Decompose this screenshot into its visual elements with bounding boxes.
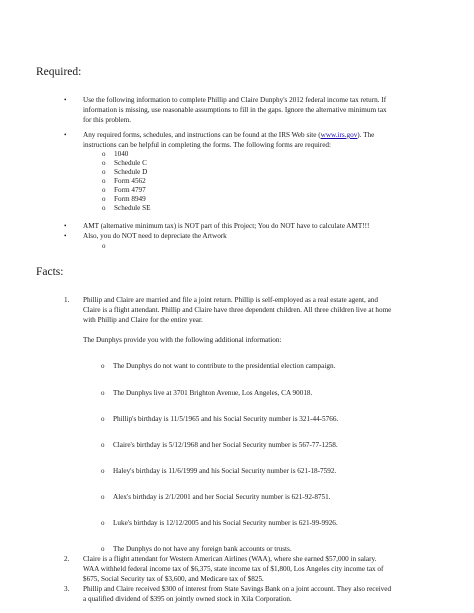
form-item: Form 8949: [114, 195, 146, 203]
fact-subitem: The Dunphys do not want to contribute to the presidential election campaign.: [113, 362, 336, 370]
irs-website-link[interactable]: www.irs.gov: [320, 131, 358, 139]
required-bullet2-line1: [83, 131, 374, 141]
form-item: 1040: [114, 150, 129, 158]
required-bullet1-line3: for this problem.: [83, 116, 132, 124]
facts-item1-line3: with Phillip and Claire for the entire year.: [83, 316, 203, 324]
fact-subitem: Alex's birthday is 2/1/2001 and her Social Security number is 621-92-8751.: [113, 493, 331, 501]
bullet-glyph: •: [64, 131, 67, 139]
form-item: Schedule D: [114, 168, 148, 176]
facts-item1-number: 1.: [64, 296, 70, 304]
required-bullet3: AMT (alternative minimum tax) is NOT part of this Project; You do NOT have to calculate AMT!!!: [83, 222, 370, 230]
facts-item2-number: 2.: [64, 555, 70, 563]
bullet-glyph: •: [64, 222, 67, 230]
sub-bullet-glyph: o: [102, 168, 106, 176]
sub-bullet-glyph: o: [102, 204, 106, 212]
bullet-glyph: •: [64, 96, 67, 104]
facts-heading: Facts:: [36, 266, 64, 278]
sub-bullet-glyph: o: [101, 389, 105, 397]
sub-bullet-glyph: o: [101, 415, 105, 423]
facts-item3-number: 3.: [64, 585, 70, 593]
form-item: Form 4797: [114, 186, 146, 194]
facts-item2-line1: Claire is a flight attendant for Western American Airlines (WAA), where she earned $57,000 in salary.: [83, 555, 377, 563]
facts-item1-line2: Claire is a flight attendant. Phillip and Claire have three dependent children. All three children live at home: [83, 306, 392, 314]
form-item: Form 4562: [114, 177, 146, 185]
required-heading: Required:: [36, 66, 82, 78]
sub-bullet-glyph: o: [102, 159, 106, 167]
sub-bullet-glyph: o: [101, 467, 105, 475]
facts-item2-line2: WAA withheld federal income tax of $6,375, state income tax of $1,800, Los Angeles city income tax of: [83, 565, 384, 573]
bullet2-text-pre: Any required forms, schedules, and instructions can be found at the IRS Web site (: [83, 131, 321, 139]
fact-subitem: Luke's birthday is 12/12/2005 and his Social Security number is 621-99-9926.: [113, 519, 338, 527]
facts-item3-line1: Phillip and Claire received $300 of interest from State Savings Bank on a joint account. They also received: [83, 585, 392, 593]
required-bullet4: Also, you do NOT need to depreciate the Artwork: [83, 232, 227, 240]
sub-bullet-glyph: o: [102, 150, 106, 158]
fact-subitem: Haley's birthday is 11/6/1999 and his Social Security number is 621-18-7592.: [113, 467, 337, 475]
required-bullet1-line2: information is missing, use reasonable assumptions to fill in the gaps. Ignore the alternative minimum tax: [83, 106, 387, 114]
facts-item2-line3: $675, Social Security tax of $3,600, and Medicare tax of $825.: [83, 575, 264, 583]
facts-item3-line2: a qualified dividend of $395 on jointly owned stock in Xila Corporation.: [83, 595, 292, 603]
required-bullet2-line2: instructions can be helpful in completing the forms. The following forms are required:: [83, 141, 331, 149]
form-item: Schedule SE: [114, 204, 151, 212]
required-bullet1-line1: Use the following information to complete Phillip and Claire Dunphy's 2012 federal income tax return. If: [83, 96, 387, 104]
sub-bullet-glyph: o: [101, 519, 105, 527]
sub-bullet-glyph: o: [101, 493, 105, 501]
fact-subitem: The Dunphys do not have any foreign bank accounts or trusts.: [113, 545, 292, 553]
fact-subitem: The Dunphys live at 3701 Brighton Avenue, Los Angeles, CA 90018.: [113, 389, 313, 397]
sub-bullet-glyph: o: [101, 545, 105, 553]
form-item: Schedule C: [114, 159, 147, 167]
fact-subitem: Phillip's birthday is 11/5/1965 and his Social Security number is 321-44-5766.: [113, 415, 339, 423]
bullet2-text-post: ). The: [357, 131, 375, 139]
facts-item1-line1: Phillip and Claire are married and file a joint return. Phillip is self-employed as a real estate agent, and: [83, 296, 378, 304]
sub-bullet-glyph: o: [101, 441, 105, 449]
fact-subitem: Claire's birthday is 5/12/1968 and her Social Security number is 567-77-1258.: [113, 441, 338, 449]
bullet-glyph: •: [64, 232, 67, 240]
facts-item1-intro: The Dunphys provide you with the following additional information:: [83, 336, 282, 344]
sub-bullet-glyph: o: [101, 362, 105, 370]
sub-bullet-glyph: o: [102, 195, 106, 203]
sub-bullet-glyph: o: [102, 177, 106, 185]
sub-bullet-glyph: o: [102, 242, 106, 250]
sub-bullet-glyph: o: [102, 186, 106, 194]
